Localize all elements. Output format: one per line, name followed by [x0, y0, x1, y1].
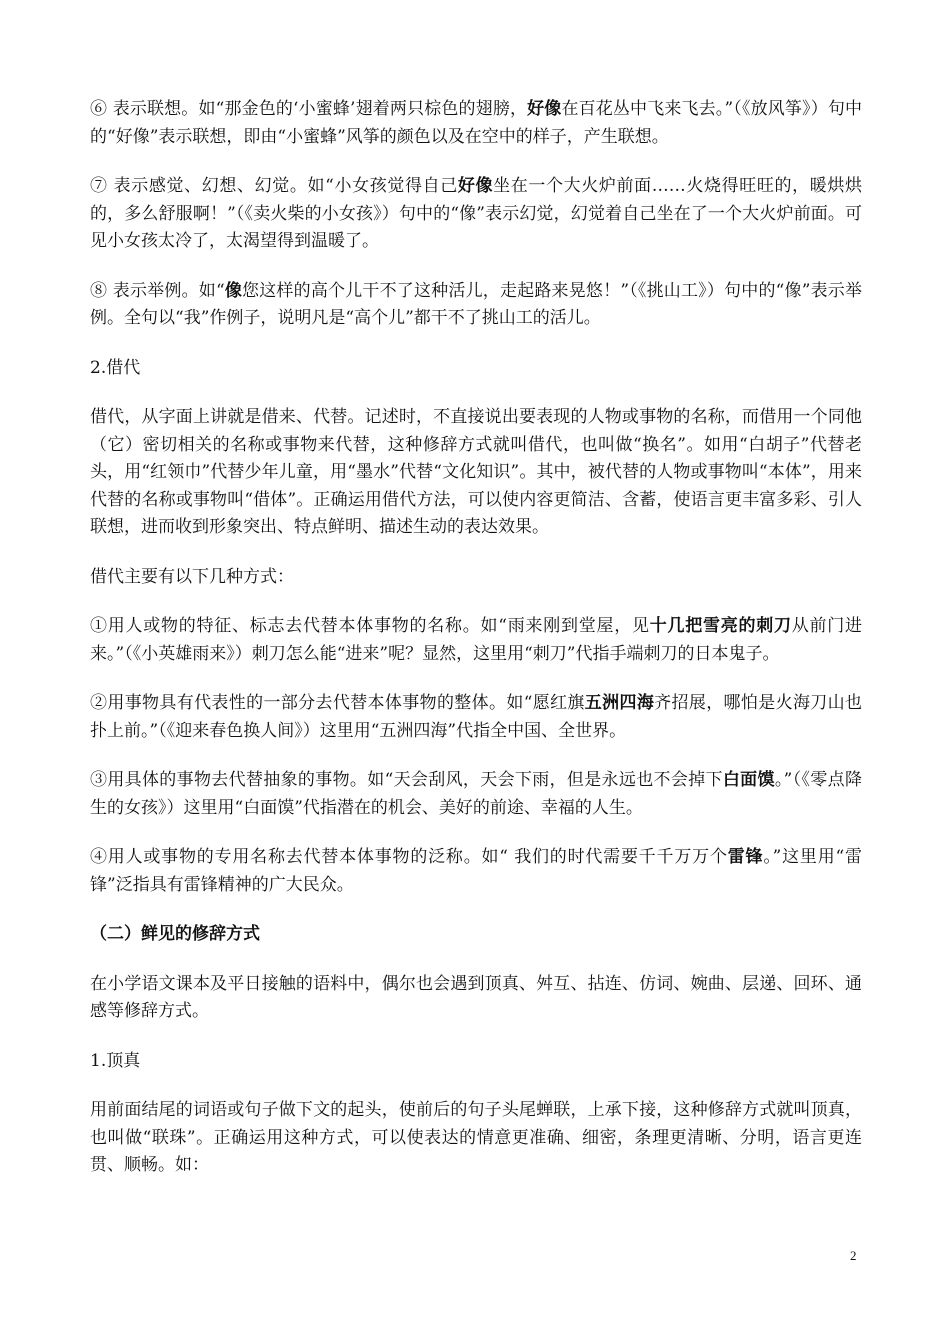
text-run: ③用具体的事物去代替抽象的事物。如“天会刮风，天会下雨，但是永远也不会掉下: [90, 770, 723, 790]
text-run: 坐在一个大火炉前面……火烧得旺旺的，暖烘烘的，多么舒服啊！”（《卖火柴的小女孩》）句中的“像”表示幻觉，幻觉着自己坐在了一个大火炉前面。可见小女孩太冷了，太渴望得到温暖了。: [90, 176, 863, 251]
paragraph-illusion: [90, 173, 862, 256]
emphasis-text: 五洲四海: [584, 693, 655, 713]
heading-jiedai: 2.借代: [90, 357, 141, 378]
text-run: 齐招展，哪怕是火海刀山也扑上前。”（《迎来春色换人间》）这里用“五洲四海”代指全中国、全世界。: [90, 693, 862, 741]
text-run: ⑦ 表示感觉、幻想、幻觉。如“小女孩觉得自己: [90, 176, 458, 196]
paragraph-association: [90, 96, 862, 151]
emphasis-text: 雷锋: [727, 847, 764, 867]
text-run: 在百花丛中飞来飞去。”（《放风筝》）句中的“好像”表示联想，即由“小蜜蜂”风筝的颜色以及在空中的样子，产生联想。: [90, 99, 862, 147]
page-number: 2: [850, 1248, 857, 1263]
paragraph-example: [90, 278, 862, 333]
text-run: 您这样的高个儿干不了这种活儿，走起路来晃悠！”（《挑山工》）句中的“像”表示举例。全句以“我”作例子，说明凡是“高个儿”都干不了挑山工的活儿。: [90, 280, 862, 328]
emphasis-text: 好像: [527, 99, 562, 119]
text-run: ②用事物具有代表性的一部分去代替本体事物的整体。如“愿红旗: [90, 693, 585, 713]
paragraph-dingzhen: 用前面结尾的词语或句子做下文的起头，使前后的句子头尾蝉联，上承下接，这种修辞方式就叫顶真，也叫做“联珠”。正确运用这种方式，可以使表达的情意更准确、细密，条理更清晰、分明，语言更连贯、顺畅。如：: [90, 1100, 862, 1175]
heading-dingzhen: 1.顶真: [90, 1050, 141, 1071]
text-run: 从前门进来。”（《小英雄雨来》）刺刀怎么能“进来”呢？显然，这里用“刺刀”代指手端刺刀的日本鬼子。: [90, 616, 863, 664]
paragraph-section-intro: 在小学语文课本及平日接触的语料中，偶尔也会遇到顶真、舛互、拈连、仿词、婉曲、层递、回环、通感等修辞方式。: [90, 973, 862, 1021]
paragraph-jiedai-1: [90, 613, 862, 668]
paragraph-jiedai-2: [90, 690, 862, 745]
text-run: ⑥ 表示联想。如“那金色的‘小蜜蜂’翅着两只棕色的翅膀，: [90, 99, 528, 119]
text-run: ⑧ 表示举例。如“: [90, 280, 225, 301]
section-heading: （二）鲜见的修辞方式: [90, 924, 260, 944]
paragraph-jiedai-3: [90, 767, 862, 822]
paragraph-jiedai-4: [90, 844, 862, 899]
emphasis-text: 好像: [457, 176, 494, 196]
emphasis-text: 十几把雪亮的刺刀: [649, 616, 792, 636]
paragraph-jiedai-definition: 借代，从字面上讲就是借来、代替。记述时，不直接说出要表现的人物或事物的名称，而借用一个同他（它）密切相关的名称或事物来代替，这种修辞方式就叫借代，也叫做“换名”。如用“白胡子”代替老头，用“红领巾”代替少年儿童，用“墨水”代替“文化知识”。其中，被代替的人物或事物叫“本体”，用来代替的名称或事物叫“借体”。正确运用借代方法，可以使内容更简洁、含蓄，使语言更丰富多彩、引人联想，进而收到形象突出、特点鲜明、描述生动的表达效果。: [90, 407, 862, 537]
text-run: 。”这里用“雷锋”泛指具有雷锋精神的广大民众。: [90, 847, 863, 895]
emphasis-text: 白面馍: [722, 770, 775, 790]
paragraph-jiedai-intro: 借代主要有以下几种方式：: [90, 566, 294, 587]
text-run: ①用人或物的特征、标志去代替本体事物的名称。如“雨来刚到堂屋，见: [90, 616, 650, 636]
document-page: [90, 96, 862, 1202]
text-run: ④用人或事物的专用名称去代替本体事物的泛称。如“ 我们的时代需要千千万万个: [90, 847, 728, 867]
text-run: 。”（《零点降生的女孩》）这里用“白面馍”代指潜在的机会、美好的前途、幸福的人生。: [90, 770, 862, 818]
emphasis-text: 像: [224, 280, 243, 301]
